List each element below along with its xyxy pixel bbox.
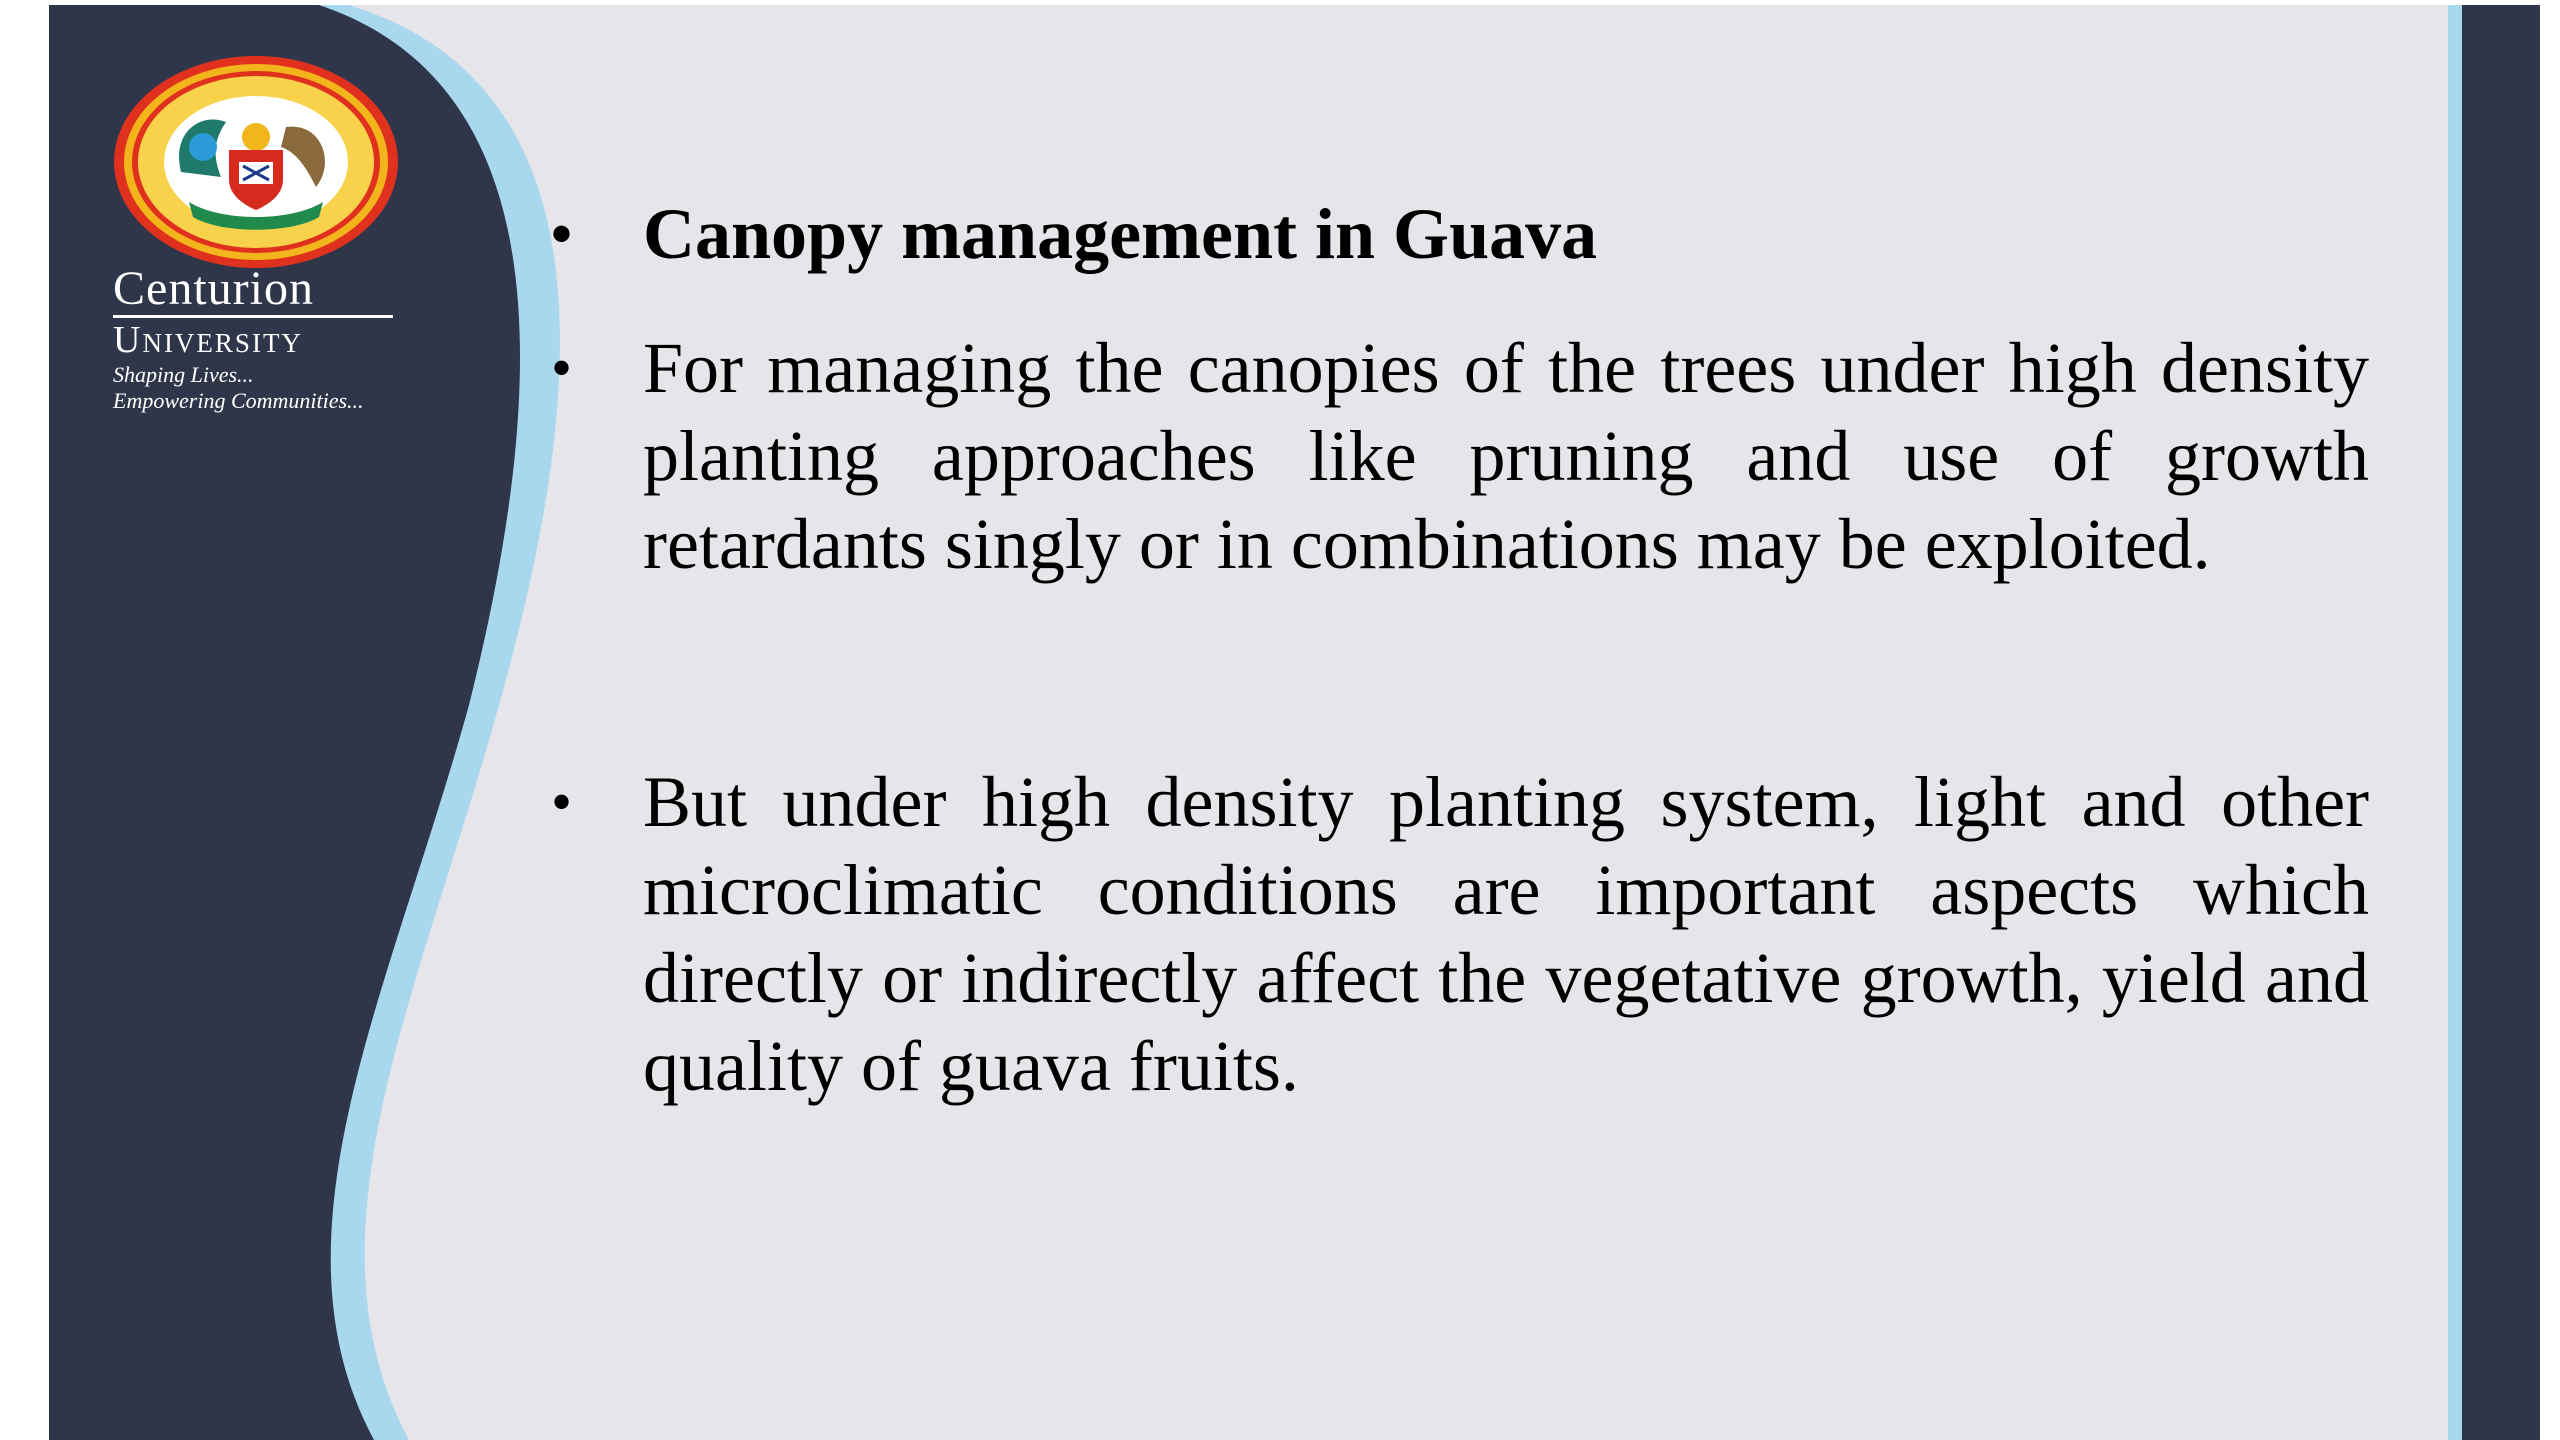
slide-content	[551, 190, 2413, 1110]
bullet-heading	[551, 190, 2369, 278]
university-wordmark	[113, 263, 453, 414]
bullet-point: •	[551, 769, 573, 835]
university-name-line2: University	[113, 319, 303, 361]
bullet-item	[551, 758, 2369, 1110]
tagline-shaping-lives: Shaping Lives...	[113, 362, 254, 387]
bullet-text: But under high density planting system, light and other microclimatic conditions are important aspects which directly or indirectly affect the vegetative growth, yield and quality of guava fruits.	[643, 762, 2369, 1106]
bullet-point: •	[551, 335, 573, 401]
bullet-point: •	[551, 201, 573, 267]
slide	[49, 5, 2540, 1440]
right-accent-navy-stripe	[2462, 5, 2540, 1440]
bullet-item	[551, 324, 2369, 588]
bullet-text: For managing the canopies of the trees under high density planting approaches like pruning and use of growth retardants singly or in combinations may be exploited.	[643, 328, 2369, 584]
bullet-text: Canopy management in Guava	[643, 194, 1598, 274]
university-name-line1: Centurion	[113, 263, 393, 318]
right-accent-light-stripe	[2448, 5, 2462, 1440]
tagline-empowering-communities: Empowering Communities...	[113, 388, 364, 413]
university-seal-logo	[111, 52, 401, 272]
